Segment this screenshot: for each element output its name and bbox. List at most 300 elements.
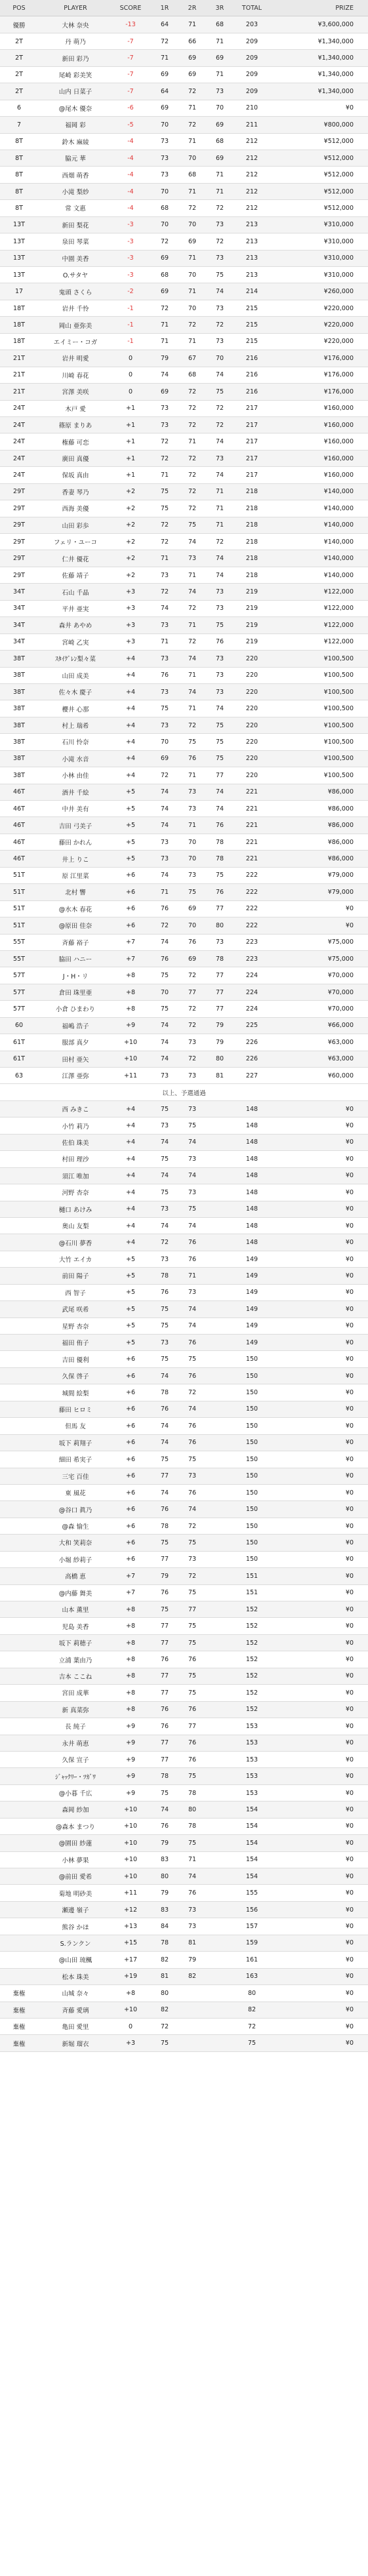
row-total: 152 — [245, 1706, 258, 1714]
row-pos: 棄権 — [12, 2040, 26, 2048]
row-prize: ¥86,000 — [327, 822, 354, 830]
row-round1: 78 — [160, 1389, 169, 1397]
row-round3: 77 — [215, 988, 224, 996]
table-row — [0, 1902, 368, 1918]
row-total: 151 — [245, 1572, 258, 1580]
row-round1: 79 — [160, 1572, 169, 1580]
row-round1: 74 — [160, 1422, 169, 1430]
row-round2: 72 — [188, 1055, 197, 1063]
row-player: 福田 侑子 — [62, 1340, 89, 1348]
row-player: 服部 真夕 — [62, 1039, 89, 1047]
row-round1: 77 — [160, 1472, 169, 1480]
row-score: +8 — [125, 1005, 135, 1013]
row-prize: ¥310,000 — [323, 221, 354, 229]
table-row — [0, 283, 368, 300]
row-player: 児島 美香 — [62, 1623, 89, 1631]
row-round2: 81 — [188, 1939, 197, 1947]
row-round2: 76 — [188, 1255, 197, 1263]
row-prize: ¥0 — [345, 1539, 354, 1546]
row-round2: 68 — [188, 171, 197, 179]
row-player: @山田 琉楓 — [58, 1957, 92, 1965]
row-player: 村田 理沙 — [62, 1156, 89, 1164]
row-round2: 75 — [188, 1639, 197, 1647]
row-round3: 73 — [215, 654, 224, 662]
row-player: 小竹 莉乃 — [62, 1123, 89, 1131]
row-total: 219 — [245, 588, 258, 596]
header-pos: POS — [12, 4, 26, 12]
row-pos: 46T — [13, 838, 25, 846]
row-round1: 71 — [160, 471, 169, 479]
row-prize: ¥0 — [345, 2023, 354, 2030]
table-row — [0, 817, 368, 834]
table-row — [0, 901, 368, 917]
row-score: +19 — [123, 1973, 138, 1981]
row-round2: 73 — [188, 1556, 197, 1563]
row-prize: ¥160,000 — [323, 471, 354, 479]
row-prize: ¥1,340,000 — [317, 87, 354, 95]
table-row — [0, 1852, 368, 1868]
table-row — [0, 1835, 368, 1851]
row-round2: 72 — [188, 454, 197, 462]
table-row — [0, 134, 368, 150]
row-total: 153 — [245, 1773, 258, 1781]
row-round2: 70 — [188, 838, 197, 846]
row-total: 213 — [245, 221, 258, 229]
row-prize: ¥100,500 — [323, 738, 354, 746]
row-pos: 17 — [14, 288, 24, 296]
row-pos: 29T — [13, 521, 25, 529]
row-round1: 76 — [160, 1289, 169, 1297]
row-player: 藤田 ヒロミ — [58, 1406, 92, 1414]
row-round2: 75 — [188, 1773, 197, 1781]
row-player: 権藤 可恋 — [62, 439, 89, 447]
row-prize: ¥0 — [345, 1989, 354, 1997]
row-total: 218 — [245, 504, 258, 512]
row-round2: 72 — [188, 1022, 197, 1030]
row-round3: 74 — [215, 705, 224, 713]
table-row — [0, 267, 368, 283]
row-prize: ¥512,000 — [323, 138, 354, 146]
row-pos: 63 — [14, 1072, 24, 1079]
row-pos: 13T — [13, 221, 25, 229]
row-player: @原田 佳奈 — [58, 923, 92, 931]
row-player: 森井 あやめ — [58, 622, 92, 630]
row-player: 西 智子 — [65, 1289, 86, 1297]
row-total: 220 — [245, 688, 258, 696]
row-pos: 18T — [13, 321, 25, 329]
table-row — [0, 451, 368, 467]
table-row — [0, 1718, 368, 1735]
row-round2: 75 — [188, 1589, 197, 1597]
row-prize: ¥0 — [345, 1322, 354, 1330]
row-round1: 71 — [160, 555, 169, 563]
table-row — [0, 1501, 368, 1518]
table-row — [0, 1001, 368, 1017]
row-round2: 73 — [188, 788, 197, 796]
row-round1: 71 — [160, 321, 169, 329]
row-round2: 74 — [188, 1405, 197, 1413]
row-prize: ¥0 — [345, 1923, 354, 1931]
row-round2: 73 — [188, 1038, 197, 1046]
row-score: +2 — [125, 488, 135, 496]
row-player: 北村 響 — [65, 889, 86, 897]
row-score: +10 — [123, 1872, 138, 1880]
row-player: 香妻 琴乃 — [62, 489, 89, 496]
row-round1: 74 — [160, 872, 169, 879]
row-round1: 64 — [160, 21, 169, 29]
row-round2: 75 — [188, 1455, 197, 1463]
row-score: +8 — [125, 1706, 135, 1714]
row-score: +8 — [125, 988, 135, 996]
table-row — [0, 1785, 368, 1801]
row-round2: 70 — [188, 921, 197, 929]
row-player: 中井 美有 — [62, 806, 89, 814]
row-player: 岡山 亜弥美 — [58, 322, 92, 330]
row-player: ｽﾀｲｸﾞﾚﾝ梨々菜 — [55, 656, 96, 664]
row-total: 211 — [245, 121, 258, 129]
row-score: +8 — [125, 1639, 135, 1647]
row-score: -2 — [127, 288, 134, 296]
table-row — [0, 350, 368, 367]
row-total: 159 — [245, 1939, 258, 1947]
row-round2: 71 — [188, 338, 197, 346]
row-total: 148 — [245, 1222, 258, 1230]
row-score: +9 — [125, 1789, 135, 1797]
row-player: 須江 唯加 — [62, 1173, 89, 1180]
row-score: +9 — [125, 1722, 135, 1730]
row-round1: 80 — [160, 1872, 169, 1880]
row-score: +6 — [125, 872, 135, 879]
row-round2: 75 — [188, 1839, 197, 1847]
row-round2: 73 — [188, 1289, 197, 1297]
row-player: 石川 怜奈 — [62, 739, 89, 747]
row-prize: ¥0 — [345, 1656, 354, 1664]
row-score: +7 — [125, 955, 135, 963]
row-round2: 71 — [188, 254, 197, 262]
row-player: 松本 珠美 — [62, 1973, 89, 1981]
row-round1: 74 — [160, 1138, 169, 1146]
table-row — [0, 734, 368, 750]
row-player: 山本 薫里 — [62, 1607, 89, 1615]
row-total: 219 — [245, 621, 258, 629]
table-row — [0, 1135, 368, 1151]
row-round2: 69 — [188, 54, 197, 62]
row-pos: 24T — [13, 421, 25, 429]
row-prize: ¥0 — [345, 1439, 354, 1447]
row-round1: 71 — [160, 638, 169, 646]
row-round1: 79 — [160, 1839, 169, 1847]
row-round1: 73 — [160, 571, 169, 579]
row-prize: ¥0 — [345, 1472, 354, 1480]
row-round3: 78 — [215, 955, 224, 963]
row-round1: 78 — [160, 1939, 169, 1947]
row-total: 153 — [245, 1789, 258, 1797]
row-round2: 76 — [188, 1889, 197, 1897]
table-row — [0, 1318, 368, 1335]
row-player: 山城 奈々 — [62, 1990, 89, 1998]
table-row — [0, 1985, 368, 2002]
row-pos: 2T — [15, 87, 23, 95]
row-prize: ¥0 — [345, 1188, 354, 1196]
row-total: 152 — [245, 1639, 258, 1647]
row-player: 小堀 紗莉子 — [58, 1556, 92, 1564]
row-player: 斉藤 裕子 — [62, 939, 89, 947]
row-round3: 79 — [215, 1022, 224, 1030]
row-round3: 73 — [215, 688, 224, 696]
row-player: 小林 夢果 — [62, 1857, 89, 1864]
row-player: @谷口 眞乃 — [58, 1506, 92, 1514]
row-round3: 72 — [215, 321, 224, 329]
row-score: +4 — [125, 1138, 135, 1146]
table-row — [0, 1335, 368, 1351]
row-score: +3 — [125, 605, 135, 613]
row-round1: 74 — [160, 1372, 169, 1380]
row-pos: 51T — [13, 872, 25, 879]
row-round1: 76 — [160, 1706, 169, 1714]
row-player: 丹 萌乃 — [65, 39, 86, 47]
row-round3: 68 — [215, 138, 224, 146]
row-player: 脇元 華 — [65, 155, 86, 163]
row-score: +6 — [125, 1539, 135, 1546]
row-round3: 68 — [215, 21, 224, 29]
row-round1: 83 — [160, 1856, 169, 1864]
row-score: +7 — [125, 1572, 135, 1580]
row-round1: 82 — [160, 2006, 169, 2014]
row-round2: 79 — [188, 1956, 197, 1963]
row-score: +5 — [125, 838, 135, 846]
row-total: 148 — [245, 1239, 258, 1247]
row-prize: ¥100,500 — [323, 672, 354, 679]
row-round2: 70 — [188, 221, 197, 229]
row-round1: 69 — [160, 755, 169, 763]
row-round2: 73 — [188, 555, 197, 563]
table-row — [0, 1218, 368, 1234]
row-round2: 74 — [188, 1305, 197, 1313]
row-pos: 55T — [13, 938, 25, 946]
row-round1: 77 — [160, 1639, 169, 1647]
row-round3: 73 — [215, 938, 224, 946]
table-row — [0, 300, 368, 317]
row-round3: 75 — [215, 738, 224, 746]
row-score: -7 — [127, 71, 134, 79]
row-round3: 75 — [215, 271, 224, 279]
row-prize: ¥0 — [345, 1489, 354, 1497]
row-prize: ¥100,500 — [323, 654, 354, 662]
row-round2: 66 — [188, 37, 197, 45]
row-player: 岩井 明愛 — [62, 355, 89, 363]
row-round1: 83 — [160, 1906, 169, 1914]
header-round2: 2R — [188, 4, 197, 12]
row-round3: 73 — [215, 87, 224, 95]
table-row — [0, 50, 368, 66]
row-player: 東 風花 — [65, 1490, 86, 1498]
row-round2: 75 — [188, 521, 197, 529]
row-pos: 38T — [13, 672, 25, 679]
table-row — [0, 534, 368, 550]
row-player: 尾崎 彩美笑 — [58, 71, 92, 79]
row-pos: 18T — [13, 338, 25, 346]
row-total: 220 — [245, 771, 258, 779]
table-row — [0, 1601, 368, 1618]
row-prize: ¥160,000 — [323, 421, 354, 429]
row-total: 75 — [247, 2040, 256, 2047]
row-pos: 13T — [13, 271, 25, 279]
row-player: 井上 りこ — [62, 856, 89, 864]
row-round2: 76 — [188, 1372, 197, 1380]
row-total: 148 — [245, 1188, 258, 1196]
row-round1: 77 — [160, 1739, 169, 1747]
row-prize: ¥60,000 — [327, 1072, 354, 1079]
row-player: 坂下 莉翔子 — [58, 1439, 92, 1447]
row-player: 大和 笑莉奈 — [58, 1540, 92, 1548]
row-score: +3 — [125, 588, 135, 596]
table-row — [0, 751, 368, 767]
row-total: 215 — [245, 321, 258, 329]
row-pos: 38T — [13, 771, 25, 779]
row-total: 218 — [245, 488, 258, 496]
row-round2: 75 — [188, 1356, 197, 1363]
row-round2: 70 — [188, 271, 197, 279]
row-pos: 2T — [15, 37, 23, 45]
row-total: 150 — [245, 1489, 258, 1497]
row-prize: ¥79,000 — [327, 888, 354, 896]
row-player: 大林 奈央 — [62, 22, 89, 30]
row-round2: 74 — [188, 1172, 197, 1180]
table-row — [0, 868, 368, 884]
row-score: +2 — [125, 571, 135, 579]
row-round1: 68 — [160, 271, 169, 279]
row-player: 菊地 明砂美 — [58, 1890, 92, 1898]
row-score: +5 — [125, 822, 135, 830]
table-row — [0, 834, 368, 851]
row-round3: 69 — [215, 54, 224, 62]
row-prize: ¥0 — [345, 921, 354, 929]
row-score: +1 — [125, 405, 135, 413]
row-total: 217 — [245, 438, 258, 446]
row-round3: 73 — [215, 588, 224, 596]
table-row — [0, 401, 368, 417]
row-round2: 74 — [188, 1138, 197, 1146]
row-prize: ¥0 — [345, 1589, 354, 1597]
row-round1: 73 — [160, 688, 169, 696]
row-player: 三宅 百佳 — [62, 1473, 89, 1481]
row-round2: 71 — [188, 188, 197, 195]
table-row — [0, 1752, 368, 1768]
cut-rows — [0, 1101, 368, 2052]
row-player: 西畑 萌香 — [62, 172, 89, 180]
table-row — [0, 1351, 368, 1367]
row-player: 倉田 珠里亜 — [58, 990, 92, 997]
row-prize: ¥63,000 — [327, 1038, 354, 1046]
row-round2: 75 — [188, 1205, 197, 1213]
row-round1: 69 — [160, 254, 169, 262]
row-round3: 71 — [215, 504, 224, 512]
row-round1: 84 — [160, 1923, 169, 1931]
table-row — [0, 1952, 368, 1968]
row-total: 153 — [245, 1756, 258, 1763]
row-total: 218 — [245, 571, 258, 579]
row-round3: 73 — [215, 254, 224, 262]
row-score: +4 — [125, 1222, 135, 1230]
row-score: -3 — [127, 221, 134, 229]
row-round2: 73 — [188, 1155, 197, 1163]
row-round2: 77 — [188, 988, 197, 996]
row-round2: 72 — [188, 1522, 197, 1530]
row-score: +4 — [125, 688, 135, 696]
row-round3: 80 — [215, 921, 224, 929]
row-prize: ¥140,000 — [323, 504, 354, 512]
row-round1: 73 — [160, 421, 169, 429]
row-round1: 74 — [160, 371, 169, 379]
row-score: +12 — [123, 1906, 138, 1914]
row-round1: 75 — [160, 1305, 169, 1313]
row-score: +5 — [125, 805, 135, 813]
row-total: 222 — [245, 888, 258, 896]
row-player: 佐藤 靖子 — [62, 573, 89, 580]
row-score: +10 — [123, 1805, 138, 1813]
row-total: 218 — [245, 555, 258, 563]
table-row — [0, 935, 368, 951]
row-round3: 71 — [215, 521, 224, 529]
row-score: +10 — [123, 1038, 138, 1046]
table-row — [0, 668, 368, 684]
row-round1: 74 — [160, 805, 169, 813]
row-round1: 76 — [160, 1722, 169, 1730]
row-score: +8 — [125, 1605, 135, 1613]
row-score: -3 — [127, 254, 134, 262]
table-row — [0, 467, 368, 483]
row-total: 152 — [245, 1672, 258, 1680]
row-round1: 64 — [160, 87, 169, 95]
table-row — [0, 1685, 368, 1701]
row-round2: 72 — [188, 121, 197, 129]
row-round1: 72 — [160, 538, 169, 546]
row-player: 武尾 咲希 — [62, 1306, 89, 1314]
row-prize: ¥86,000 — [327, 855, 354, 863]
row-score: +5 — [125, 788, 135, 796]
row-prize: ¥0 — [345, 1805, 354, 1813]
row-total: 148 — [245, 1122, 258, 1130]
row-round3: 77 — [215, 972, 224, 980]
row-score: +10 — [123, 1055, 138, 1063]
row-total: 154 — [245, 1805, 258, 1813]
row-pos: 29T — [13, 555, 25, 563]
row-prize: ¥0 — [345, 1338, 354, 1346]
row-round2: 72 — [188, 972, 197, 980]
row-round3: 71 — [215, 171, 224, 179]
row-round2: 77 — [188, 1722, 197, 1730]
row-round1: 70 — [160, 221, 169, 229]
row-score: +2 — [125, 555, 135, 563]
row-prize: ¥176,000 — [323, 388, 354, 395]
row-player: 亀田 愛里 — [62, 2024, 89, 2032]
table-row — [0, 417, 368, 433]
row-score: +9 — [125, 1773, 135, 1781]
row-prize: ¥0 — [345, 1272, 354, 1279]
table-row — [0, 634, 368, 651]
row-round2: 72 — [188, 1005, 197, 1013]
row-round3: 75 — [215, 872, 224, 879]
table-row — [0, 651, 368, 667]
row-score: -4 — [127, 188, 134, 195]
row-round1: 79 — [160, 354, 169, 362]
row-round1: 73 — [160, 1205, 169, 1213]
row-round1: 72 — [160, 921, 169, 929]
row-round2: 69 — [188, 905, 197, 913]
row-round1: 72 — [160, 588, 169, 596]
row-total: 220 — [245, 755, 258, 763]
table-row — [0, 1401, 368, 1418]
